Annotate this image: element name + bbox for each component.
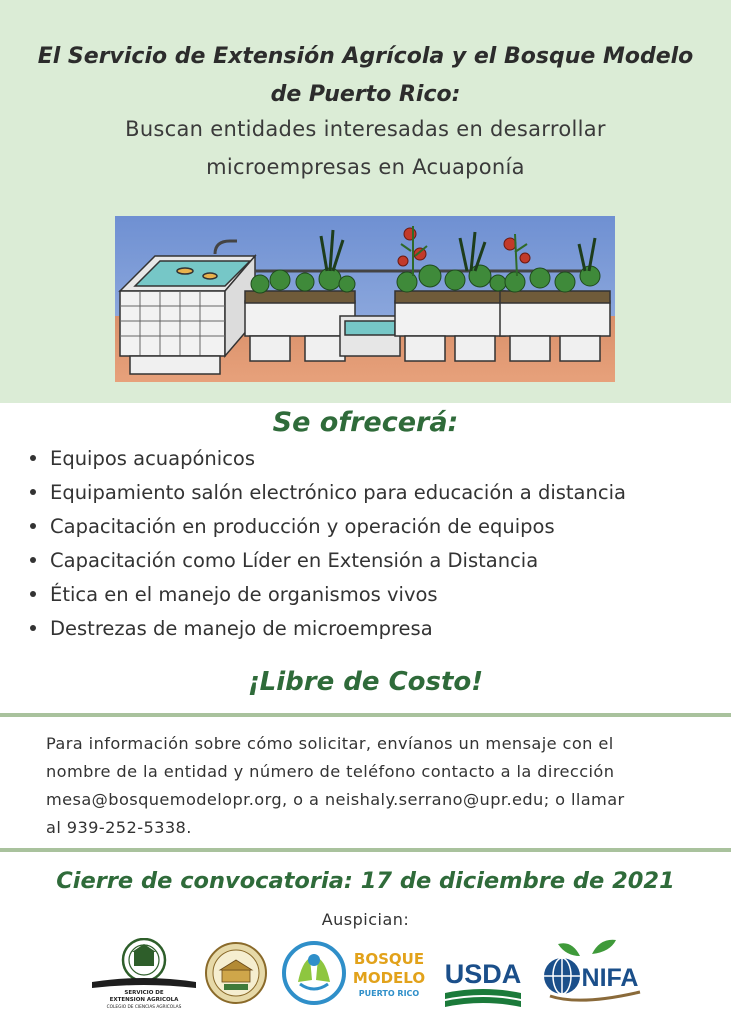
bullet-icon: [30, 489, 36, 495]
sponsors-label: Auspician:: [321, 910, 410, 929]
bosque-line-2: MODELO: [352, 969, 426, 987]
extension-text-1: SERVICIO DE: [124, 990, 164, 996]
contact-info: [46, 730, 696, 842]
bosque-modelo-logo: [350, 946, 428, 1006]
list-item-label: Equipos acuapónicos: [50, 447, 256, 470]
bosque-line-3: PUERTO RICO: [358, 989, 420, 998]
list-item: [30, 614, 730, 648]
divider: [0, 848, 731, 852]
extension-agricola-logo: [88, 938, 200, 1014]
extension-text-2: EXTENSION AGRICOLA: [109, 997, 179, 1003]
title-line-2: de Puerto Rico:: [270, 82, 461, 107]
list-item-label: Equipamiento salón electrónico para educación a distancia: [50, 481, 626, 504]
university-seal-logo: [200, 940, 272, 1006]
deadline-heading: Cierre de convocatoria: 17 de diciembre de 2021: [56, 868, 675, 894]
title-line-1: El Servicio de Extensión Agrícola y el Bosque Modelo: [37, 44, 694, 69]
list-item: [30, 546, 730, 580]
list-item-label: Capacitación como Líder en Extensión a Distancia: [50, 549, 539, 572]
contact-line-4: al 939-252-5338.: [46, 818, 192, 837]
offer-list: [30, 444, 730, 648]
nifa-text: NIFA: [581, 964, 639, 992]
bullet-icon: [30, 455, 36, 461]
list-item: [30, 444, 730, 478]
extension-text-3: COLEGIO DE CIENCIAS AGRICOLAS: [106, 1005, 182, 1010]
free-of-cost-heading: ¡Libre de Costo!: [247, 667, 484, 697]
nifa-logo: [540, 936, 648, 1006]
contact-line-3: mesa@bosquemodelopr.org, o a neishaly.serrano@upr.edu; o llamar: [46, 790, 625, 809]
bullet-icon: [30, 625, 36, 631]
contact-line-2: nombre de la entidad y número de teléfono contacto a la dirección: [46, 762, 615, 781]
list-item: [30, 478, 730, 512]
list-item-label: Capacitación en producción y operación de equipos: [50, 515, 555, 538]
usda-text: USDA: [444, 959, 522, 989]
list-item-label: Ética en el manejo de organismos vivos: [50, 583, 438, 606]
bullet-icon: [30, 591, 36, 597]
aquaponics-illustration: [115, 216, 615, 382]
bullet-icon: [30, 557, 36, 563]
offer-title: Se ofrecerá:: [272, 407, 459, 438]
subtitle-line-2: microempresas en Acuaponía: [206, 155, 525, 179]
list-item: [30, 580, 730, 614]
bosque-line-1: BOSQUE: [353, 950, 425, 968]
divider: [0, 713, 731, 717]
list-item: [30, 512, 730, 546]
list-item-label: Destrezas de manejo de microempresa: [50, 617, 433, 640]
sump-tank: [340, 316, 400, 356]
subtitle-line-1: Buscan entidades interesadas en desarrollar: [125, 117, 606, 141]
usda-logo: [443, 955, 523, 1011]
contact-line-1: Para información sobre cómo solicitar, envíanos un mensaje con el: [46, 734, 614, 753]
bullet-icon: [30, 523, 36, 529]
bosque-hands-logo: [282, 940, 346, 1006]
